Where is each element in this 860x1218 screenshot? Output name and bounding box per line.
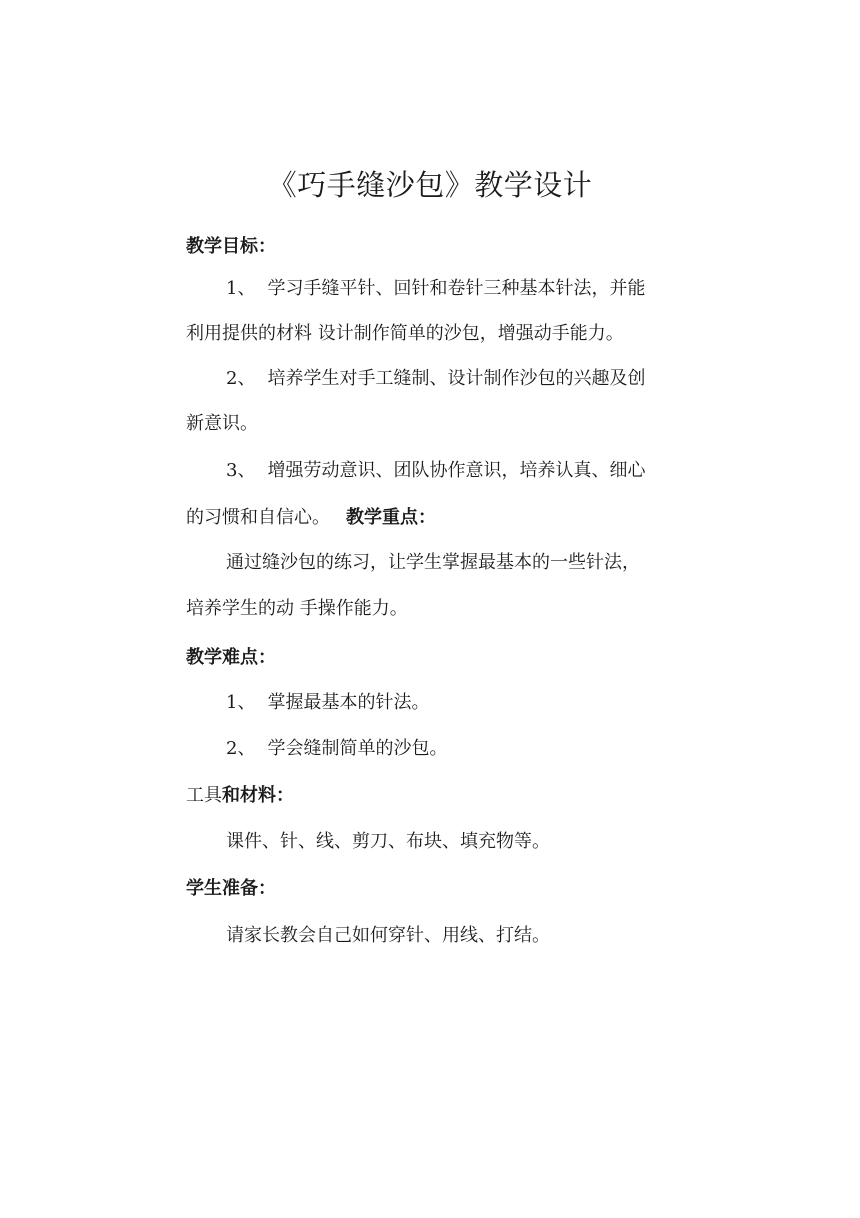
goal-1-number: 1、 — [226, 278, 256, 299]
document-title: 《巧手缝沙包》教学设计 — [267, 168, 593, 202]
key-points-line-1: 通过缝沙包的练习，让学生掌握最基本的一些针法， — [226, 552, 640, 573]
difficulty-1-text: 掌握最基本的针法。 — [267, 692, 430, 713]
goal-2-number: 2、 — [226, 368, 256, 389]
difficulties-heading: 教学难点： — [186, 647, 276, 668]
materials-text: 课件、针、线、剪刀、布块、填充物等。 — [226, 831, 550, 852]
materials-heading — [186, 783, 294, 809]
difficulty-2-number: 2、 — [226, 738, 256, 759]
goal-3-text-1: 增强劳动意识、团队协作意识，培养认真、细心 — [267, 460, 646, 481]
materials-heading-plain: 工具 — [186, 785, 222, 806]
goal-2-line-1 — [226, 366, 645, 392]
preparation-text: 请家长教会自己如何穿针、用线、打结。 — [226, 925, 550, 946]
goal-1-line-2: 利用提供的材料 设计制作简单的沙包，增强动手能力。 — [186, 323, 624, 344]
goal-1-text-1: 学习手缝平针、回针和卷针三种基本针法，并能 — [267, 278, 646, 299]
goal-2-text-1: 培养学生对手工缝制、设计制作沙包的兴趣及创 — [267, 368, 646, 389]
difficulty-1-number: 1、 — [226, 692, 256, 713]
preparation-heading: 学生准备： — [186, 878, 276, 899]
difficulty-2 — [226, 736, 447, 762]
key-points-line-2: 培养学生的动 手操作能力。 — [186, 598, 408, 619]
difficulty-1 — [226, 690, 429, 716]
goal-1-line-1 — [226, 276, 645, 302]
goals-heading: 教学目标： — [186, 236, 276, 257]
key-points-heading: 教学重点： — [346, 507, 436, 528]
goal-2-line-2: 新意识。 — [186, 413, 258, 434]
materials-heading-bold: 和材料： — [222, 785, 294, 806]
goal-3-text-2: 的习惯和自信心。 — [186, 507, 330, 528]
goal-3-line-2 — [186, 505, 436, 531]
difficulty-2-text: 学会缝制简单的沙包。 — [267, 738, 448, 759]
goal-3-line-1 — [226, 458, 645, 484]
goal-3-number: 3、 — [226, 460, 256, 481]
